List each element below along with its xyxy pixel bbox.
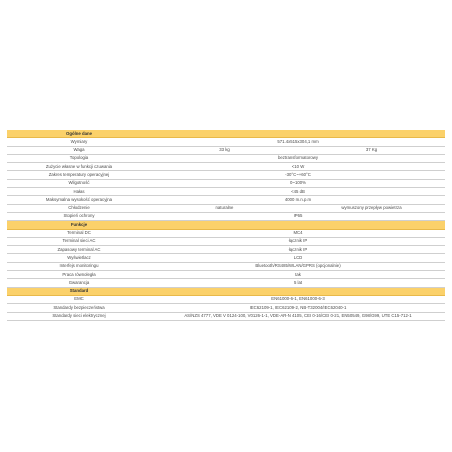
- spec-label: Praca równoległa: [7, 271, 151, 279]
- spec-label: Wyświetlacz: [7, 254, 151, 262]
- spec-row: [7, 279, 445, 287]
- spec-value: tak: [151, 271, 445, 279]
- spec-label: Waga: [7, 146, 151, 154]
- spec-row: [7, 237, 445, 245]
- spec-row: [7, 271, 445, 279]
- spec-label: EMC: [7, 295, 151, 303]
- spec-row: [7, 163, 445, 171]
- spec-value: łącznik IP: [151, 237, 445, 245]
- section-header-fill: [151, 221, 445, 229]
- spec-label: Chłodzenie: [7, 204, 151, 212]
- spec-row: [7, 262, 445, 270]
- spec-label: Standardy bezpieczeństwa: [7, 304, 151, 312]
- spec-value: łącznik IP: [151, 246, 445, 254]
- spec-value: MC4: [151, 229, 445, 237]
- spec-label: Wilgotność: [7, 179, 151, 187]
- spec-label: Stopień ochrony: [7, 212, 151, 220]
- spec-row: [7, 212, 445, 220]
- spec-value: Bluetooth/RS485/WLAN/GPRS (opcjonalnie): [151, 262, 445, 270]
- section-header-row: [7, 287, 445, 295]
- spec-row: [7, 295, 445, 303]
- spec-value: wymuszony przepływ powietrza: [298, 204, 445, 212]
- spec-value: AS/NZS 4777, VDE V 0124-100, V0126-1-1, VDE-AR-N 4105, CEI 0-16/CEI 0-21, EN50549, G98/G99, UTE C15-712-1: [151, 312, 445, 320]
- spec-label: Interfejs monitoringu: [7, 262, 151, 270]
- spec-value: beztransformatorowy: [151, 154, 445, 162]
- spec-label: Maksymalna wysokość operacyjna: [7, 196, 151, 204]
- section-title: Ogólne dane: [7, 130, 151, 138]
- spec-value: -30°C~+60°C: [151, 171, 445, 179]
- section-title: Funkcje: [7, 221, 151, 229]
- spec-row: [7, 246, 445, 254]
- spec-value: EN61000-6-1, EN61000-6-3: [151, 295, 445, 303]
- spec-row: [7, 254, 445, 262]
- spec-value: 0~100%: [151, 179, 445, 187]
- spec-label: Hałas: [7, 188, 151, 196]
- spec-table-body: [7, 130, 445, 320]
- spec-value: <10 W: [151, 163, 445, 171]
- section-title: Standard: [7, 287, 151, 295]
- spec-row: [7, 204, 445, 212]
- section-header-fill: [151, 130, 445, 138]
- spec-label: Zużycie własne w funkcji czuwania: [7, 163, 151, 171]
- section-header-row: [7, 221, 445, 229]
- spec-row: [7, 304, 445, 312]
- spec-row: [7, 312, 445, 320]
- section-header-row: [7, 130, 445, 138]
- spec-value: naturalne: [151, 204, 298, 212]
- spec-value: LCD: [151, 254, 445, 262]
- spec-label: Gwarancja: [7, 279, 151, 287]
- spec-row: [7, 138, 445, 146]
- spec-row: [7, 154, 445, 162]
- spec-label: Terminal DC: [7, 229, 151, 237]
- spec-value: 5 lat: [151, 279, 445, 287]
- spec-row: [7, 171, 445, 179]
- spec-value: <45 dB: [151, 188, 445, 196]
- spec-row: [7, 179, 445, 187]
- spec-row: [7, 146, 445, 154]
- spec-label: Zakres temperatury operacyjnej: [7, 171, 151, 179]
- spec-label: Wymiary: [7, 138, 151, 146]
- spec-value: 33 kg: [151, 146, 298, 154]
- spec-label: Terminal sieci AC: [7, 237, 151, 245]
- spec-value: 4000 m.n.p.m: [151, 196, 445, 204]
- spec-value: 571.4x515x304,1 mm: [151, 138, 445, 146]
- spec-value: IP65: [151, 212, 445, 220]
- spec-row: [7, 196, 445, 204]
- spec-value: IEC62109-1, IEC62109-2, NB-T32004/IEC62040-1: [151, 304, 445, 312]
- spec-table: [7, 130, 445, 321]
- spec-row: [7, 188, 445, 196]
- spec-row: [7, 229, 445, 237]
- section-header-fill: [151, 287, 445, 295]
- spec-label: Topologia: [7, 154, 151, 162]
- spec-value: 37 Kg: [298, 146, 445, 154]
- spec-label: Zapasowy terminal AC: [7, 246, 151, 254]
- spec-label: Standardy sieci elektrycznej: [7, 312, 151, 320]
